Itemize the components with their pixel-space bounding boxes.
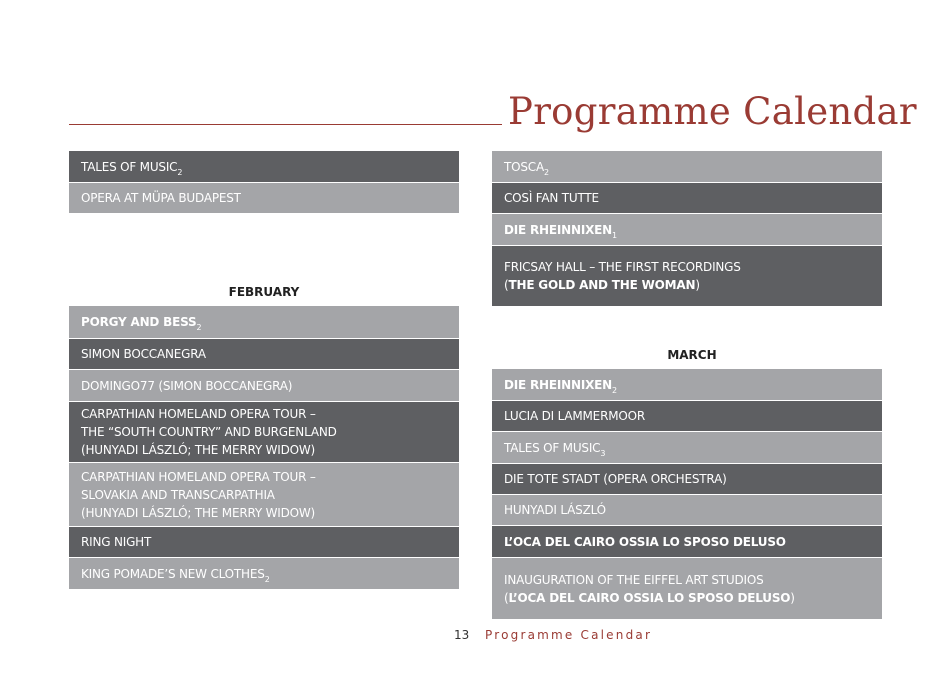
month-heading-march: MARCH bbox=[667, 348, 717, 362]
calendar-row bbox=[69, 339, 459, 370]
calendar-row bbox=[492, 526, 882, 558]
calendar-row bbox=[69, 183, 459, 214]
event-title: COSÌ FAN TUTTE bbox=[504, 191, 599, 205]
title-rule bbox=[69, 124, 502, 125]
event-title: KING POMADE’S NEW CLOTHES bbox=[81, 566, 265, 581]
event-title: DIE RHEINNIXEN bbox=[504, 222, 612, 237]
event-line: INAUGURATION OF THE EIFFEL ART STUDIOS bbox=[504, 572, 764, 587]
event-title: TOSCA bbox=[504, 159, 544, 174]
page-title: Programme Calendar bbox=[508, 90, 917, 133]
calendar-row bbox=[69, 370, 459, 402]
event-line: THE “SOUTH COUNTRY” AND BURGENLAND bbox=[81, 425, 337, 439]
calendar-row bbox=[492, 495, 882, 526]
event-title: SIMON BOCCANEGRA bbox=[81, 347, 206, 361]
calendar-row bbox=[492, 401, 882, 432]
february-list bbox=[69, 306, 459, 590]
event-count: 3 bbox=[600, 448, 606, 458]
calendar-row bbox=[492, 558, 882, 620]
event-count: 2 bbox=[264, 574, 270, 584]
calendar-row bbox=[492, 369, 882, 401]
event-title: OPERA AT MÜPA BUDAPEST bbox=[81, 191, 241, 205]
page-footer bbox=[0, 628, 944, 648]
event-title: DOMINGO77 (SIMON BOCCANEGRA) bbox=[81, 378, 293, 393]
event-title: DIE RHEINNIXEN bbox=[504, 377, 612, 392]
event-count: 2 bbox=[177, 167, 183, 177]
calendar-row bbox=[492, 432, 882, 464]
event-line: (HUNYADI LÁSZLÓ; THE MERRY WIDOW) bbox=[81, 443, 316, 457]
page-number: 13 bbox=[454, 628, 470, 642]
event-title: HUNYADI LÁSZLÓ bbox=[504, 503, 606, 517]
calendar-row bbox=[69, 402, 459, 463]
left-column bbox=[69, 151, 459, 214]
paren-close: ) bbox=[695, 278, 700, 292]
right-column bbox=[492, 151, 882, 307]
paren-close: ) bbox=[790, 590, 795, 605]
calendar-row bbox=[69, 527, 459, 558]
event-title: TALES OF MUSIC bbox=[504, 440, 601, 455]
paren-open: ( bbox=[504, 278, 509, 292]
event-line: (HUNYADI LÁSZLÓ; THE MERRY WIDOW) bbox=[81, 505, 316, 520]
calendar-row bbox=[69, 463, 459, 527]
event-line: CARPATHIAN HOMELAND OPERA TOUR – bbox=[81, 469, 316, 484]
event-count: 2 bbox=[543, 167, 549, 177]
event-title: LUCIA DI LAMMERMOOR bbox=[504, 409, 645, 423]
footer-title: Programme Calendar bbox=[485, 628, 653, 642]
event-line: CARPATHIAN HOMELAND OPERA TOUR – bbox=[81, 407, 316, 421]
event-title: L’OCA DEL CAIRO OSSIA LO SPOSO DELUSO bbox=[504, 534, 786, 549]
calendar-row bbox=[492, 464, 882, 495]
calendar-row bbox=[492, 246, 882, 307]
calendar-row bbox=[492, 151, 882, 183]
event-subtitle: THE GOLD AND THE WOMAN bbox=[508, 278, 696, 292]
event-title: RING NIGHT bbox=[81, 535, 152, 549]
paren-open: ( bbox=[504, 590, 509, 605]
event-title: PORGY AND BESS bbox=[81, 315, 197, 329]
event-line: FRICSAY HALL – THE FIRST RECORDINGS bbox=[504, 260, 741, 274]
calendar-row bbox=[492, 214, 882, 246]
calendar-row bbox=[69, 558, 459, 590]
event-title: TALES OF MUSIC bbox=[81, 159, 178, 174]
event-count: 1 bbox=[612, 230, 617, 240]
calendar-row bbox=[69, 306, 459, 339]
event-title: DIE TOTE STADT (OPERA ORCHESTRA) bbox=[504, 472, 727, 486]
month-heading-february: FEBRUARY bbox=[228, 285, 300, 299]
calendar-row bbox=[69, 151, 459, 183]
event-subtitle: L’OCA DEL CAIRO OSSIA LO SPOSO DELUSO bbox=[508, 590, 791, 605]
event-count: 2 bbox=[612, 385, 617, 395]
calendar-row bbox=[492, 183, 882, 214]
event-count: 2 bbox=[196, 323, 202, 332]
event-line: SLOVAKIA AND TRANSCARPATHIA bbox=[81, 487, 275, 502]
march-list bbox=[492, 369, 882, 620]
